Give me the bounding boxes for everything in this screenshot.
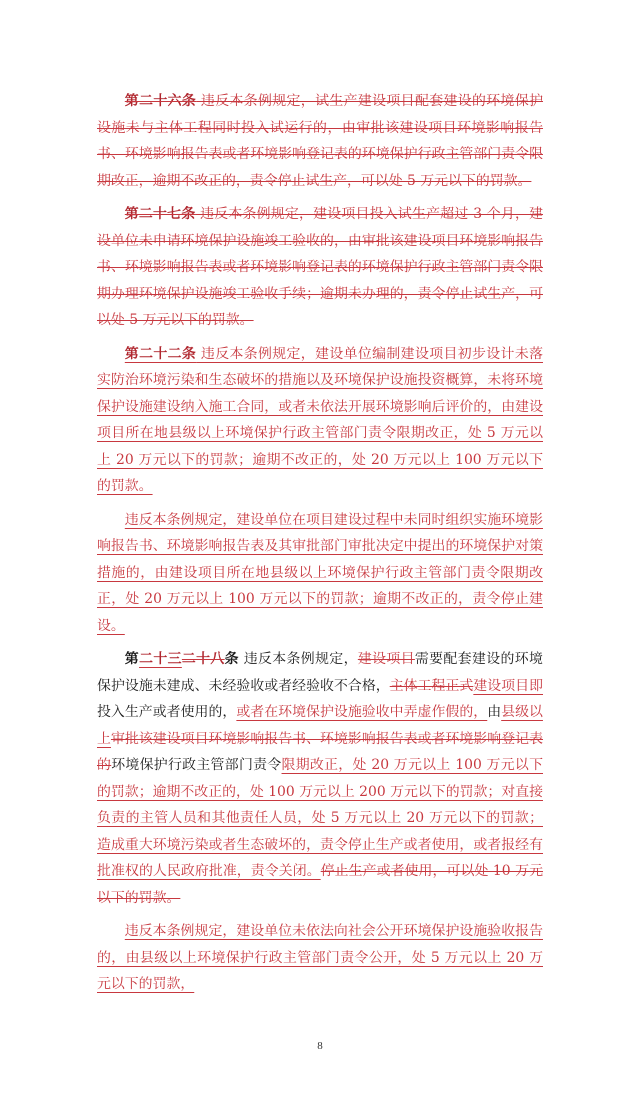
paragraph bbox=[97, 341, 543, 500]
text: 环境保护行政主管部门责令 bbox=[111, 757, 282, 773]
article-heading-text: 第 bbox=[124, 651, 140, 667]
article-heading-inserted-text: 第二十二条 bbox=[124, 345, 197, 362]
page-number: 8 bbox=[317, 1039, 323, 1052]
paragraph bbox=[97, 201, 543, 334]
deleted-text: 停止生产或者使用，可以处 10 万元以下的罚款。 bbox=[97, 863, 543, 906]
article-heading-deleted-text: 二十八 bbox=[181, 651, 225, 667]
inserted-text: 或者在环境保护设施验收中弄虚作假的， bbox=[236, 704, 488, 720]
text: 由 bbox=[487, 704, 502, 720]
paragraph bbox=[97, 507, 543, 640]
inserted-text: 建设项目即 bbox=[473, 677, 543, 694]
deleted-text: 违反本条例规定，试生产建设项目配套建设的环境保护设施未与主体工程同时投入试运行的，由审批该建设项目环境影响报告书、环境影响报告表或者环境影响登记表的环境保护行政主管部门责令限期改正，逾期不改正的，责令停止试生产，可以处 5 万元以下的罚款。 bbox=[97, 93, 543, 189]
paragraph bbox=[97, 918, 543, 998]
deleted-text: 主体工程正式 bbox=[389, 677, 474, 694]
article-heading-inserted-text: 二十三 bbox=[139, 651, 182, 667]
text: 投入生产或者使用的， bbox=[97, 704, 237, 720]
article-heading-deleted-text: 第二十七条 bbox=[124, 206, 196, 222]
text: 违反本条例规定， bbox=[238, 651, 358, 667]
text: 需要配套建设的环境保护设施未建成、未经验收或者经验收不合格， bbox=[97, 651, 543, 694]
article-heading-text: 条 bbox=[224, 651, 239, 667]
inserted-text: 违反本条例规定，建设单位编制建设项目初步设计未落实防治环境污染和生态破坏的措施以及环境保护设施投资概算，未将环境保护设施建设纳入施工合同，或者未依法开展环境影响后评价的，由建设项目所在地县级以上环境保护行政主管部门责令限期改正，处 5 万元以上 20 万元以下的罚款；逾期不改正的，处 20 万元以上 100 万元以下的罚款。 bbox=[97, 345, 543, 494]
article-heading-deleted-text: 第二十六条 bbox=[124, 93, 197, 109]
inserted-text: 限期改正，处 20 万元以上 100 万元以下的罚款；逾期不改正的，处 100 万元以上 200 万元以下的罚款；对直接负责的主管人员和其他责任人员，处 5 万元以上 20 万元以下的罚款；造成重大环境污染或者生态破坏的，责令停止生产或者使用，或者报经有批准权的人民政府批准，责令关闭。 bbox=[97, 757, 543, 879]
deleted-text: 建设项目 bbox=[357, 651, 415, 667]
deleted-text: 审批该建设项目环境影响报告书、环境影响报告表或者环境影响登记表的 bbox=[97, 730, 543, 773]
inserted-text: 县级以上 bbox=[97, 704, 543, 747]
inserted-text: 违反本条例规定，建设单位在项目建设过程中未同时组织实施环境影响报告书、环境影响报告表及其审批部门审批决定中提出的环境保护对策措施的，由建设项目所在地县级以上环境保护行政主管部门责令限期改正，处 20 万元以上 100 万元以下的罚款；逾期不改正的，责令停止建设。 bbox=[97, 511, 543, 634]
inserted-text: 违反本条例规定，建设单位未依法向社会公开环境保护设施验收报告的，由县级以上环境保护行政主管部门责令公开，处 5 万元以上 20 万元以下的罚款， bbox=[97, 923, 543, 992]
document-page-body bbox=[97, 88, 543, 998]
paragraph bbox=[97, 88, 543, 194]
paragraph bbox=[97, 646, 543, 911]
deleted-text: 违反本条例规定，建设项目投入试生产超过 3 个月，建设单位未申请环境保护设施竣工验收的，由审批该建设项目环境影响报告书、环境影响报告表或者环境影响登记表的环境保护行政主管部门责令限期办理环境保护设施竣工验收手续；逾期未办理的，责令停止试生产，可以处 5 万元以下的罚款。 bbox=[97, 206, 543, 328]
